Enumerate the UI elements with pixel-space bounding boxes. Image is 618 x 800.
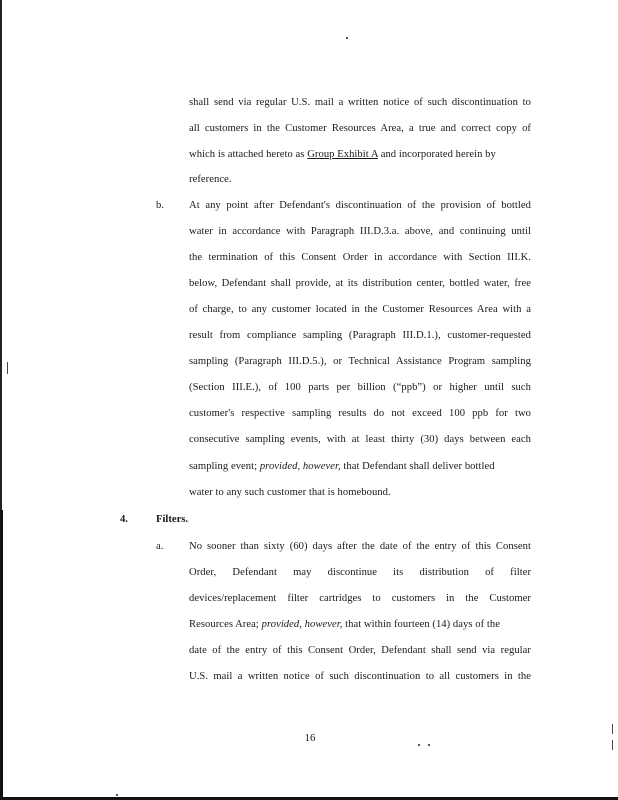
- item-a-marker: a.: [156, 541, 164, 552]
- item-a-line-4-start: Resources Area;: [189, 619, 259, 630]
- item-b-line-2: water in accordance with Paragraph III.D.3.a. above, and continuing until: [189, 226, 531, 237]
- item-b-line-12: water to any such customer that is homebound.: [189, 487, 391, 498]
- item-a-line-6: U.S. mail a written notice of such discontinuation to all customers in the: [189, 671, 531, 682]
- scan-speck: [612, 740, 613, 750]
- continuation-line-4: reference.: [189, 174, 232, 185]
- continuation-line-3: [189, 149, 531, 161]
- scan-speck: [612, 724, 613, 734]
- item-b-line-11-start: sampling event;: [189, 461, 258, 472]
- item-b-line-11-end: that Defendant shall deliver bottled: [343, 461, 495, 472]
- page-number: 16: [304, 732, 316, 744]
- scan-dot: [428, 744, 430, 746]
- scan-dot: [346, 37, 348, 39]
- scan-speck: [7, 362, 8, 374]
- item-a-word-filter: filter: [510, 567, 532, 578]
- continuation-line-1: shall send via regular U.S. mail a written notice of such discontinuation to: [189, 97, 531, 108]
- item-a-line-1: No sooner than sixty (60) days after the date of the entry of this Consent: [189, 541, 531, 552]
- item-b-line-5: of charge, to any customer located in the Customer Resources Area with a: [189, 304, 531, 315]
- item-a-line-3: devices/replacement filter cartridges to customers in the Customer: [189, 593, 531, 604]
- item-a-word-may: may: [293, 567, 312, 578]
- scan-dot: [418, 744, 420, 746]
- continuation-line-3-start: which is attached hereto as: [189, 149, 305, 160]
- item-a-word-order: Order,: [189, 567, 217, 578]
- item-b-marker: b.: [156, 200, 164, 211]
- item-b-line-3: the termination of this Consent Order in accordance with Section III.K.: [189, 252, 531, 263]
- item-a-word-discontinue: discontinue: [327, 567, 378, 578]
- item-b-line-10: consecutive sampling events, with at least thirty (30) days between each: [189, 434, 531, 445]
- item-b-line-6: result from compliance sampling (Paragraph III.D.1.), customer-requested: [189, 330, 531, 341]
- item-a-proviso: provided, however,: [261, 619, 343, 630]
- item-b-line-9: customer's respective sampling results do not exceed 100 ppb for two: [189, 408, 531, 419]
- continuation-line-3-end: and incorporated herein by: [380, 149, 496, 160]
- item-b-line-1: At any point after Defendant's discontinuation of the provision of bottled: [189, 200, 531, 211]
- continuation-line-2: all customers in the Customer Resources Area, a true and correct copy of: [189, 123, 531, 134]
- item-b-line-4: below, Defendant shall provide, at its distribution center, bottled water, free: [189, 278, 531, 289]
- scan-left-edge-lower: [0, 510, 3, 800]
- item-a-line-2: [189, 567, 531, 579]
- item-a-line-5: date of the entry of this Consent Order, Defendant shall send via regular: [189, 645, 531, 656]
- item-a-word-its: its: [393, 567, 404, 578]
- item-a-word-distribution: distribution: [419, 567, 469, 578]
- section-4-title: Filters.: [156, 514, 189, 525]
- item-b-line-11: [189, 461, 531, 473]
- item-a-word-of: of: [485, 567, 495, 578]
- item-b-line-8: (Section III.E.), of 100 parts per billion (“ppb”) or higher until such: [189, 382, 531, 393]
- item-a-line-4-end: that within fourteen (14) days of the: [345, 619, 500, 630]
- exhibit-reference: Group Exhibit A: [307, 149, 378, 160]
- item-b-proviso: provided, however,: [259, 461, 341, 472]
- section-4-number: 4.: [120, 514, 128, 525]
- item-a-line-4: [189, 619, 531, 631]
- item-a-word-defendant: Defendant: [232, 567, 277, 578]
- scan-dot: [116, 794, 118, 796]
- item-b-line-7: sampling (Paragraph III.D.5.), or Technical Assistance Program sampling: [189, 356, 531, 367]
